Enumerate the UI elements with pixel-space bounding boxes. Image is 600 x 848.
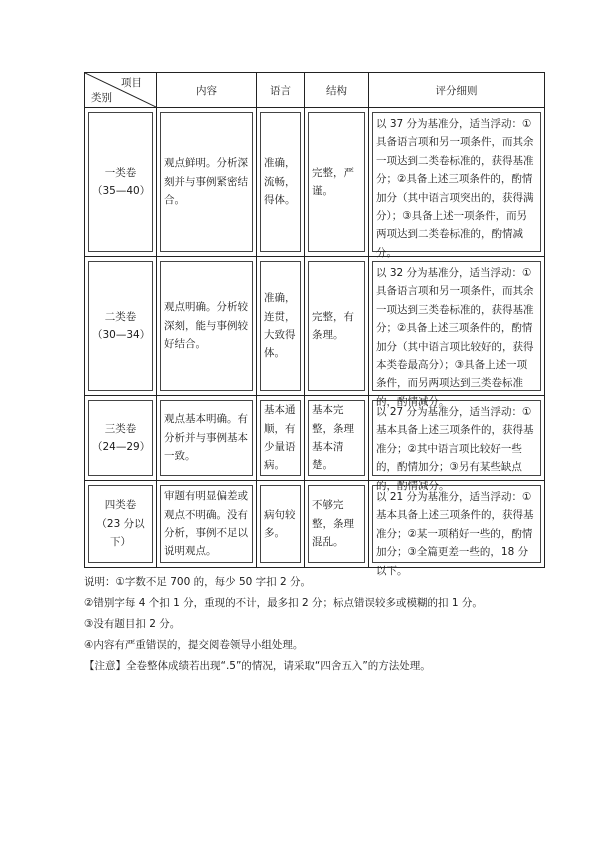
content-text: 观点鲜明。分析深刻并与事例紧密结合。 [164, 157, 248, 207]
table-row [85, 481, 545, 568]
structure-text: 完整，有条理。 [312, 310, 354, 341]
detail-cell [369, 108, 545, 257]
category-name: 三类卷 [104, 422, 137, 435]
language-cell [257, 108, 305, 257]
header-structure: 结构 [305, 73, 369, 108]
language-text: 病句较多。 [264, 508, 296, 539]
category-range: （23 分以下） [96, 517, 145, 549]
table-row [85, 396, 545, 481]
category-range: （24—29） [92, 441, 151, 453]
language-cell [257, 481, 305, 568]
note-line: ②错别字每 4 个扣 1 分，重现的不计，最多扣 2 分；标点错误较多或模糊的扣 1 分。 [84, 597, 483, 609]
table-row [85, 108, 545, 257]
corner-header-cell [85, 73, 157, 108]
language-cell [257, 257, 305, 396]
language-text: 准确，流畅，得体。 [264, 157, 296, 207]
category-name: 二类卷 [104, 310, 137, 323]
category-range: （35—40） [92, 185, 151, 197]
content-text: 观点基本明确。有分析并与事例基本一致。 [164, 413, 248, 463]
content-text: 观点明确。分析较深刻，能与事例较好结合。 [164, 301, 248, 351]
structure-cell [305, 108, 369, 257]
structure-cell [305, 396, 369, 481]
category-cell [85, 257, 157, 396]
detail-cell [369, 481, 545, 577]
structure-text: 完整，严谨。 [312, 166, 354, 197]
category-name: 一类卷 [104, 166, 137, 179]
detail-cell [369, 257, 545, 408]
note-line: ④内容有严重错误的，提交阅卷领导小组处理。 [84, 639, 304, 651]
structure-text: 基本完整，条理基本清楚。 [312, 404, 354, 472]
detail-text: 以 32 分为基准分，适当浮动：①具备语言项和另一项条件，而其余一项达到三类卷标准的，获得基准分；②具备上述三项条件的，酌情加分（其中语言项比较好的，获得本类卷最高分）；③具备上述一项条件，而另两项达到三类卷标准的，酌情减分。 [376, 267, 534, 408]
language-cell [257, 396, 305, 481]
content-cell [157, 108, 257, 257]
header-content: 内容 [157, 73, 257, 108]
content-cell [157, 257, 257, 396]
category-cell [85, 481, 157, 568]
note-line: 说明：①字数不足 700 的，每少 50 字扣 2 分。 [84, 576, 312, 588]
table-row [85, 257, 545, 396]
structure-cell [305, 481, 369, 568]
detail-text: 以 27 分为基准分，适当浮动：①基本具备上述三项条件的，获得基准分；②其中语言项比较好一些的，酌情加分；③另有某些缺点的，酌情减分。 [376, 406, 534, 492]
detail-text: 以 21 分为基准分，适当浮动：①基本具备上述三项条件的，获得基准分；②某一项稍好一些的，酌情加分；③全篇更差一些的，18 分以下。 [376, 491, 534, 577]
language-text: 基本通顺，有少量语病。 [264, 404, 296, 472]
category-name: 四类卷 [104, 499, 137, 512]
note-line: ③没有题目扣 2 分。 [84, 618, 181, 630]
header-detail: 评分细则 [369, 73, 545, 108]
structure-text: 不够完整，条理混乱。 [312, 499, 354, 549]
structure-cell [305, 257, 369, 396]
header-language: 语言 [257, 73, 305, 108]
table-header-row [85, 73, 545, 108]
scoring-rubric-table [84, 72, 545, 577]
header-item-label: 项目 [121, 77, 142, 89]
category-cell [85, 108, 157, 257]
content-text: 审题有明显偏差或观点不明确。没有分析，事例不足以说明观点。 [164, 490, 248, 558]
detail-cell [369, 396, 545, 492]
category-cell [85, 396, 157, 481]
content-cell [157, 396, 257, 481]
detail-text: 以 37 分为基准分，适当浮动：①具备语言项和另一项条件，而其余一项达到二类卷标准的，获得基准分；②具备上述三项条件的，酌情加分（其中语言项突出的，获得满分）；③具备上述一项条件，而另两项达到二类卷标准的，酌情减分。 [376, 118, 534, 259]
notes-section [84, 572, 554, 677]
category-range: （30—34） [92, 329, 151, 341]
header-category-label: 类别 [91, 92, 112, 104]
language-text: 准确，连贯，大致得体。 [264, 292, 296, 360]
attention-note: 【注意】全卷整体成绩若出现“.5”的情况，请采取“四舍五入”的方法处理。 [84, 660, 431, 672]
content-cell [157, 481, 257, 568]
